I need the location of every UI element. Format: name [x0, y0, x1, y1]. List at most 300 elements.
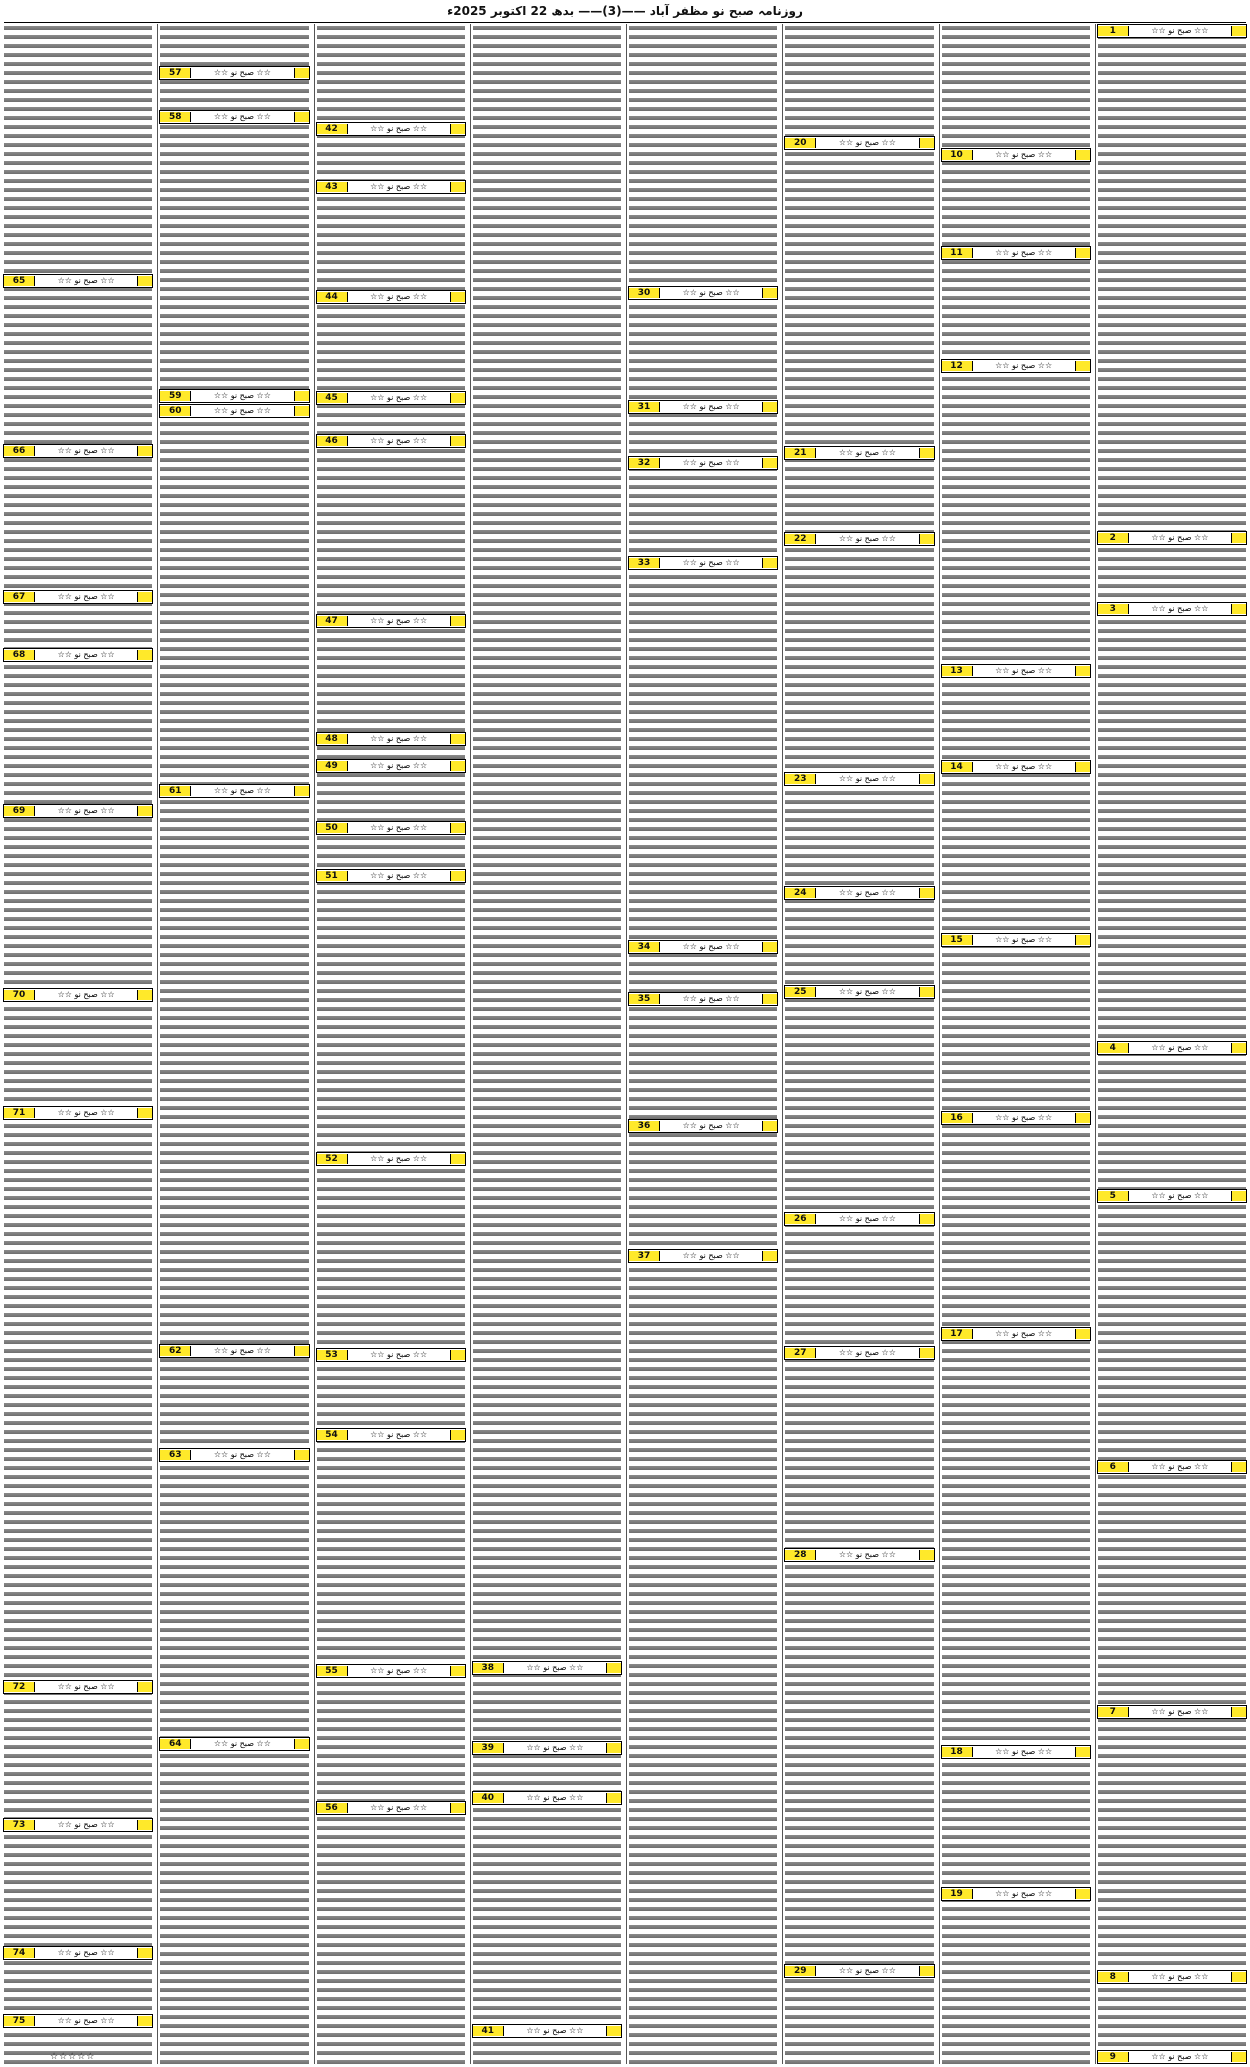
news-item-header — [3, 648, 153, 662]
news-item-header — [628, 1119, 778, 1133]
logo-badge-icon — [1231, 1043, 1246, 1053]
logo-badge-icon — [137, 1108, 152, 1118]
logo-badge-icon — [1075, 1329, 1090, 1339]
column-6 — [314, 24, 467, 2064]
news-item-header — [1097, 1705, 1247, 1719]
logo-badge-icon — [450, 393, 465, 403]
logo-badge-icon — [919, 1966, 934, 1976]
header-stars: ☆☆ صبح نو ☆☆ — [1151, 1043, 1209, 1052]
item-number: 62 — [160, 1346, 191, 1356]
column-4 — [626, 24, 779, 2064]
item-number: 49 — [317, 761, 348, 771]
item-number: 42 — [317, 124, 348, 134]
logo-badge-icon — [606, 1663, 621, 1673]
masthead: روزنامہ صبح نو مظفر آباد ——(3)—— بدھ 22 اکتوبر 2025ء — [447, 4, 803, 18]
header-stars: ☆☆ صبح نو ☆☆ — [370, 734, 428, 743]
news-item-header — [1097, 1460, 1247, 1474]
item-number: 6 — [1098, 1462, 1129, 1472]
news-item-header — [159, 110, 309, 124]
logo-badge-icon — [762, 1121, 777, 1131]
item-number: 54 — [317, 1430, 348, 1440]
news-item-header — [159, 1344, 309, 1358]
item-number: 55 — [317, 1666, 348, 1676]
item-number: 29 — [785, 1966, 816, 1976]
item-number: 7 — [1098, 1707, 1129, 1717]
header-stars: ☆☆ صبح نو ☆☆ — [838, 448, 896, 457]
news-item-header — [941, 1111, 1091, 1125]
logo-badge-icon — [294, 112, 309, 122]
news-item-header — [472, 1791, 622, 1805]
item-number: 38 — [473, 1663, 504, 1673]
news-item-header — [628, 940, 778, 954]
news-item-header — [941, 933, 1091, 947]
header-stars: ☆☆ صبح نو ☆☆ — [838, 534, 896, 543]
logo-badge-icon — [1075, 1113, 1090, 1123]
header-stars: ☆☆ صبح نو ☆☆ — [838, 987, 896, 996]
header-stars: ☆☆ صبح نو ☆☆ — [370, 292, 428, 301]
header-stars: ☆☆ صبح نو ☆☆ — [57, 990, 115, 999]
logo-badge-icon — [1231, 1707, 1246, 1717]
news-item-header — [784, 1548, 934, 1562]
header-stars: ☆☆ صبح نو ☆☆ — [1151, 2052, 1209, 2061]
logo-badge-icon — [450, 871, 465, 881]
logo-badge-icon — [137, 276, 152, 286]
logo-badge-icon — [1231, 26, 1246, 36]
item-number: 59 — [160, 391, 191, 401]
logo-badge-icon — [1075, 150, 1090, 160]
column-text — [473, 24, 621, 2064]
item-number: 72 — [4, 1682, 35, 1692]
header-stars: ☆☆ صبح نو ☆☆ — [57, 1108, 115, 1117]
logo-badge-icon — [919, 888, 934, 898]
header-stars: ☆☆ صبح نو ☆☆ — [213, 112, 271, 121]
column-text — [317, 24, 465, 2064]
logo-badge-icon — [919, 1348, 934, 1358]
logo-badge-icon — [450, 1430, 465, 1440]
news-item-header — [784, 886, 934, 900]
header-stars: ☆☆ صبح نو ☆☆ — [995, 1329, 1053, 1338]
news-item-header — [3, 804, 153, 818]
header-stars: ☆☆ صبح نو ☆☆ — [995, 1889, 1053, 1898]
item-number: 35 — [629, 994, 660, 1004]
logo-badge-icon — [1231, 2052, 1246, 2062]
news-item-header — [784, 1346, 934, 1360]
news-item-header — [941, 1887, 1091, 1901]
news-item-header — [3, 1106, 153, 1120]
item-number: 26 — [785, 1214, 816, 1224]
news-item-header — [316, 434, 466, 448]
item-number: 19 — [942, 1889, 973, 1899]
logo-badge-icon — [137, 2016, 152, 2026]
item-number: 33 — [629, 558, 660, 568]
item-number: 24 — [785, 888, 816, 898]
news-item-header — [941, 246, 1091, 260]
logo-badge-icon — [450, 1666, 465, 1676]
logo-badge-icon — [1075, 666, 1090, 676]
news-item-header — [316, 614, 466, 628]
column-text — [4, 24, 152, 2064]
header-stars: ☆☆ صبح نو ☆☆ — [682, 994, 740, 1003]
item-number: 13 — [942, 666, 973, 676]
item-number: 69 — [4, 806, 35, 816]
logo-badge-icon — [137, 990, 152, 1000]
news-item-header — [159, 66, 309, 80]
logo-badge-icon — [919, 774, 934, 784]
logo-badge-icon — [137, 1820, 152, 1830]
header-stars: ☆☆ صبح نو ☆☆ — [57, 1820, 115, 1829]
item-number: 27 — [785, 1348, 816, 1358]
logo-badge-icon — [919, 1550, 934, 1560]
news-item-header — [3, 590, 153, 604]
item-number: 53 — [317, 1350, 348, 1360]
news-item-header — [1097, 24, 1247, 38]
header-stars: ☆☆ صبح نو ☆☆ — [370, 823, 428, 832]
logo-badge-icon — [919, 138, 934, 148]
news-item-header — [628, 992, 778, 1006]
header-stars: ☆☆ صبح نو ☆☆ — [995, 361, 1053, 370]
logo-badge-icon — [294, 68, 309, 78]
logo-badge-icon — [1231, 1972, 1246, 1982]
news-item-header — [941, 664, 1091, 678]
item-number: 40 — [473, 1793, 504, 1803]
item-number: 21 — [785, 448, 816, 458]
logo-badge-icon — [919, 1214, 934, 1224]
header-stars: ☆☆ صبح نو ☆☆ — [838, 1550, 896, 1559]
header-stars: ☆☆ صبح نو ☆☆ — [370, 761, 428, 770]
item-number: 48 — [317, 734, 348, 744]
header-stars: ☆☆ صبح نو ☆☆ — [682, 288, 740, 297]
logo-badge-icon — [137, 650, 152, 660]
item-number: 73 — [4, 1820, 35, 1830]
news-item-header — [784, 985, 934, 999]
header-stars: ☆☆ صبح نو ☆☆ — [526, 1663, 584, 1672]
header-stars: ☆☆ صبح نو ☆☆ — [526, 1793, 584, 1802]
header-stars: ☆☆ صبح نو ☆☆ — [682, 1121, 740, 1130]
masthead-rule — [4, 22, 1246, 23]
news-item-header — [316, 1152, 466, 1166]
news-item-header — [159, 1448, 309, 1462]
item-number: 47 — [317, 616, 348, 626]
header-stars: ☆☆ صبح نو ☆☆ — [995, 935, 1053, 944]
news-item-header — [628, 1249, 778, 1263]
header-stars: ☆☆ صبح نو ☆☆ — [57, 2016, 115, 2025]
news-item-header — [941, 148, 1091, 162]
news-item-header — [3, 444, 153, 458]
header-stars: ☆☆ صبح نو ☆☆ — [370, 182, 428, 191]
logo-badge-icon — [762, 1251, 777, 1261]
column-2 — [939, 24, 1092, 2064]
news-item-header — [1097, 1970, 1247, 1984]
item-number: 50 — [317, 823, 348, 833]
news-item-header — [628, 286, 778, 300]
logo-badge-icon — [919, 534, 934, 544]
item-number: 36 — [629, 1121, 660, 1131]
header-stars: ☆☆ صبح نو ☆☆ — [838, 1348, 896, 1357]
column-7 — [157, 24, 310, 2064]
logo-badge-icon — [762, 994, 777, 1004]
item-number: 45 — [317, 393, 348, 403]
news-item-header — [472, 1661, 622, 1675]
item-number: 70 — [4, 990, 35, 1000]
news-item-header — [316, 821, 466, 835]
news-item-header — [941, 760, 1091, 774]
logo-badge-icon — [606, 1793, 621, 1803]
header-stars: ☆☆ صبح نو ☆☆ — [57, 276, 115, 285]
logo-badge-icon — [606, 2026, 621, 2036]
news-item-header — [784, 1212, 934, 1226]
item-number: 28 — [785, 1550, 816, 1560]
logo-badge-icon — [450, 1350, 465, 1360]
item-number: 63 — [160, 1450, 191, 1460]
header-stars: ☆☆ صبح نو ☆☆ — [995, 666, 1053, 675]
news-item-header — [3, 274, 153, 288]
news-item-header — [1097, 531, 1247, 545]
logo-badge-icon — [1231, 604, 1246, 614]
item-number: 44 — [317, 292, 348, 302]
header-stars: ☆☆ صبح نو ☆☆ — [995, 1113, 1053, 1122]
header-stars: ☆☆ صبح نو ☆☆ — [370, 1430, 428, 1439]
logo-badge-icon — [137, 592, 152, 602]
news-item-header — [316, 869, 466, 883]
header-stars: ☆☆ صبح نو ☆☆ — [838, 888, 896, 897]
item-number: 30 — [629, 288, 660, 298]
column-8 — [2, 24, 154, 2064]
news-item-header — [316, 290, 466, 304]
header-stars: ☆☆ صبح نو ☆☆ — [682, 558, 740, 567]
item-number: 14 — [942, 762, 973, 772]
logo-badge-icon — [294, 1346, 309, 1356]
item-number: 39 — [473, 1743, 504, 1753]
news-item-header — [941, 359, 1091, 373]
news-item-header — [941, 1327, 1091, 1341]
header-stars: ☆☆ صبح نو ☆☆ — [995, 762, 1053, 771]
item-number: 68 — [4, 650, 35, 660]
columns-container — [2, 24, 1248, 2064]
item-number: 2 — [1098, 533, 1129, 543]
item-number: 15 — [942, 935, 973, 945]
logo-badge-icon — [137, 1682, 152, 1692]
logo-badge-icon — [450, 734, 465, 744]
header-stars: ☆☆ صبح نو ☆☆ — [838, 138, 896, 147]
header-stars: ☆☆ صبح نو ☆☆ — [1151, 604, 1209, 613]
logo-badge-icon — [450, 1154, 465, 1164]
item-number: 23 — [785, 774, 816, 784]
logo-badge-icon — [137, 1948, 152, 1958]
item-number: 43 — [317, 182, 348, 192]
item-number: 18 — [942, 1747, 973, 1757]
header-stars: ☆☆ صبح نو ☆☆ — [213, 1450, 271, 1459]
header-stars: ☆☆ صبح نو ☆☆ — [213, 391, 271, 400]
column-text — [629, 24, 777, 2064]
header-stars: ☆☆ صبح نو ☆☆ — [526, 2026, 584, 2035]
logo-badge-icon — [1075, 1747, 1090, 1757]
logo-badge-icon — [450, 823, 465, 833]
item-number: 9 — [1098, 2052, 1129, 2062]
logo-badge-icon — [762, 288, 777, 298]
header-stars: ☆☆ صبح نو ☆☆ — [370, 393, 428, 402]
header-stars: ☆☆ صبح نو ☆☆ — [370, 616, 428, 625]
header-stars: ☆☆ صبح نو ☆☆ — [1151, 1972, 1209, 1981]
header-stars: ☆☆ صبح نو ☆☆ — [370, 871, 428, 880]
logo-badge-icon — [1075, 248, 1090, 258]
item-number: 57 — [160, 68, 191, 78]
column-text — [785, 24, 933, 2064]
news-item-header — [316, 1801, 466, 1815]
column-text — [160, 24, 308, 2064]
news-item-header — [628, 456, 778, 470]
news-item-header — [316, 122, 466, 136]
header-stars: ☆☆ صبح نو ☆☆ — [370, 1350, 428, 1359]
logo-badge-icon — [919, 448, 934, 458]
header-stars: ☆☆ صبح نو ☆☆ — [57, 1682, 115, 1691]
news-item-header — [1097, 1189, 1247, 1203]
logo-badge-icon — [450, 292, 465, 302]
news-item-header — [316, 391, 466, 405]
item-number: 37 — [629, 1251, 660, 1261]
news-item-header — [316, 732, 466, 746]
header-stars: ☆☆ صبح نو ☆☆ — [370, 1803, 428, 1812]
header-stars: ☆☆ صبح نو ☆☆ — [1151, 533, 1209, 542]
news-item-header — [3, 1946, 153, 1960]
header-stars: ☆☆ صبح نو ☆☆ — [526, 1743, 584, 1752]
header-stars: ☆☆ صبح نو ☆☆ — [370, 124, 428, 133]
item-number: 25 — [785, 987, 816, 997]
news-item-header — [3, 1680, 153, 1694]
logo-badge-icon — [762, 558, 777, 568]
logo-badge-icon — [1075, 1889, 1090, 1899]
header-stars: ☆☆ صبح نو ☆☆ — [995, 248, 1053, 257]
item-number: 75 — [4, 2016, 35, 2026]
header-stars: ☆☆ صبح نو ☆☆ — [1151, 1707, 1209, 1716]
news-item-header — [159, 1737, 309, 1751]
item-number: 11 — [942, 248, 973, 258]
column-1 — [1095, 24, 1248, 2064]
header-stars: ☆☆ صبح نو ☆☆ — [213, 1346, 271, 1355]
logo-badge-icon — [1075, 935, 1090, 945]
header-stars: ☆☆ صبح نو ☆☆ — [57, 592, 115, 601]
header-stars: ☆☆ صبح نو ☆☆ — [213, 1739, 271, 1748]
logo-badge-icon — [450, 124, 465, 134]
header-stars: ☆☆ صبح نو ☆☆ — [682, 458, 740, 467]
news-item-header — [784, 446, 934, 460]
logo-badge-icon — [1231, 1462, 1246, 1472]
item-number: 74 — [4, 1948, 35, 1958]
header-stars: ☆☆ صبح نو ☆☆ — [682, 402, 740, 411]
item-number: 10 — [942, 150, 973, 160]
logo-badge-icon — [1231, 1191, 1246, 1201]
header-stars: ☆☆ صبح نو ☆☆ — [213, 786, 271, 795]
logo-badge-icon — [762, 458, 777, 468]
news-item-header — [1097, 602, 1247, 616]
item-number: 17 — [942, 1329, 973, 1339]
footer-stars: ☆☆☆☆☆ — [50, 2052, 96, 2062]
news-item-header — [1097, 1041, 1247, 1055]
header-stars: ☆☆ صبح نو ☆☆ — [682, 1251, 740, 1260]
logo-badge-icon — [1075, 762, 1090, 772]
news-item-header — [3, 988, 153, 1002]
column-5 — [470, 24, 623, 2064]
header-stars: ☆☆ صبح نو ☆☆ — [838, 1966, 896, 1975]
logo-badge-icon — [294, 406, 309, 416]
item-number: 3 — [1098, 604, 1129, 614]
header-stars: ☆☆ صبح نو ☆☆ — [995, 1747, 1053, 1756]
header-stars: ☆☆ صبح نو ☆☆ — [1151, 26, 1209, 35]
news-item-header — [784, 532, 934, 546]
logo-badge-icon — [450, 1803, 465, 1813]
item-number: 51 — [317, 871, 348, 881]
header-stars: ☆☆ صبح نو ☆☆ — [682, 942, 740, 951]
header-stars: ☆☆ صبح نو ☆☆ — [838, 1214, 896, 1223]
item-number: 65 — [4, 276, 35, 286]
news-item-header — [472, 2024, 622, 2038]
logo-badge-icon — [762, 402, 777, 412]
news-item-header — [784, 772, 934, 786]
news-item-header — [941, 1745, 1091, 1759]
news-item-header — [159, 389, 309, 403]
item-number: 32 — [629, 458, 660, 468]
header-stars: ☆☆ صبح نو ☆☆ — [1151, 1191, 1209, 1200]
item-number: 64 — [160, 1739, 191, 1749]
item-number: 67 — [4, 592, 35, 602]
logo-badge-icon — [762, 942, 777, 952]
item-number: 16 — [942, 1113, 973, 1123]
logo-badge-icon — [137, 446, 152, 456]
item-number: 61 — [160, 786, 191, 796]
item-number: 52 — [317, 1154, 348, 1164]
header-stars: ☆☆ صبح نو ☆☆ — [213, 406, 271, 415]
news-item-header — [159, 404, 309, 418]
column-3 — [782, 24, 935, 2064]
header-stars: ☆☆ صبح نو ☆☆ — [57, 446, 115, 455]
news-item-header — [159, 784, 309, 798]
item-number: 8 — [1098, 1972, 1129, 1982]
item-number: 5 — [1098, 1191, 1129, 1201]
logo-badge-icon — [294, 1450, 309, 1460]
item-number: 66 — [4, 446, 35, 456]
logo-badge-icon — [1075, 361, 1090, 371]
item-number: 56 — [317, 1803, 348, 1813]
news-item-header — [3, 1818, 153, 1832]
item-number: 1 — [1098, 26, 1129, 36]
logo-badge-icon — [450, 616, 465, 626]
item-number: 34 — [629, 942, 660, 952]
logo-badge-icon — [606, 1743, 621, 1753]
item-number: 41 — [473, 2026, 504, 2036]
header-stars: ☆☆ صبح نو ☆☆ — [1151, 1462, 1209, 1471]
news-item-header — [316, 759, 466, 773]
logo-badge-icon — [137, 806, 152, 816]
news-item-header — [784, 136, 934, 150]
header-stars: ☆☆ صبح نو ☆☆ — [57, 806, 115, 815]
header-stars: ☆☆ صبح نو ☆☆ — [370, 436, 428, 445]
logo-badge-icon — [294, 391, 309, 401]
logo-badge-icon — [1231, 533, 1246, 543]
news-item-header — [784, 1964, 934, 1978]
news-item-header — [316, 180, 466, 194]
logo-badge-icon — [450, 182, 465, 192]
logo-badge-icon — [919, 987, 934, 997]
news-item-header — [316, 1348, 466, 1362]
news-item-header — [628, 556, 778, 570]
logo-badge-icon — [294, 1739, 309, 1749]
logo-badge-icon — [294, 786, 309, 796]
header-stars: ☆☆ صبح نو ☆☆ — [838, 774, 896, 783]
header-stars: ☆☆ صبح نو ☆☆ — [213, 68, 271, 77]
item-number: 20 — [785, 138, 816, 148]
header-stars: ☆☆ صبح نو ☆☆ — [995, 150, 1053, 159]
item-number: 31 — [629, 402, 660, 412]
item-number: 12 — [942, 361, 973, 371]
